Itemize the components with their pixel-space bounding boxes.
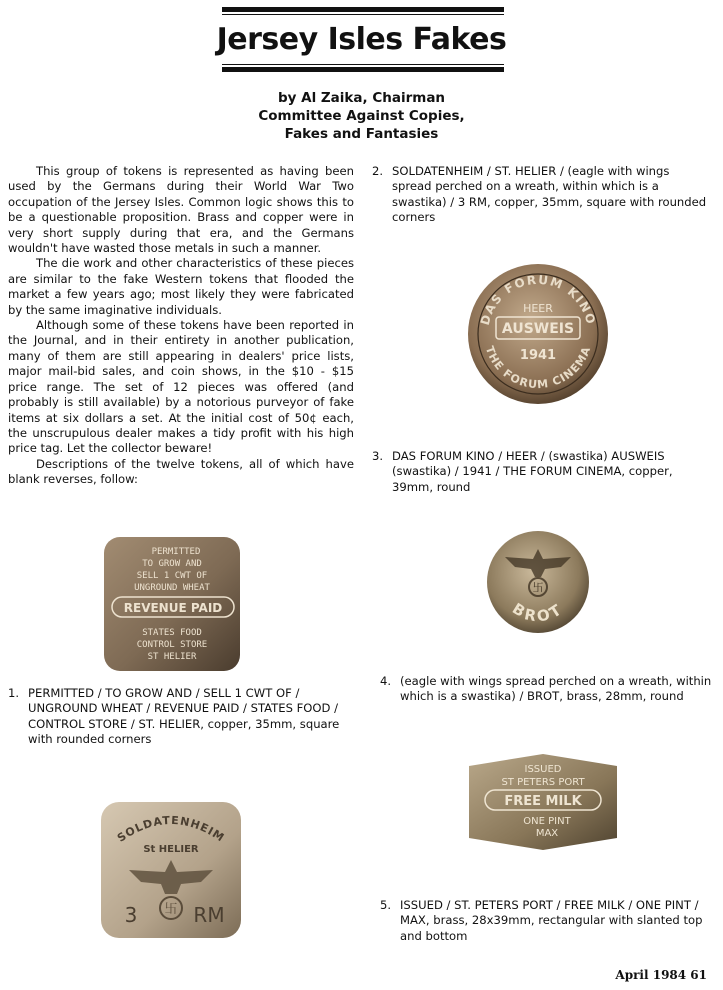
caption-3 — [372, 449, 712, 495]
swastika-icon: 卐 — [164, 902, 178, 917]
token-3-top-text: DAS FORUM KINO — [477, 272, 599, 327]
paragraph: The die work and other characteristics of these pieces are similar to the fake Western tokens that flooded the market a few years ago; most likely they were fabricated by the same imaginative individuals. — [8, 256, 354, 317]
token-1-line4: UNGROUND WHEAT — [134, 583, 210, 593]
caption-text: (eagle with wings spread perched on a wreath, within which is a swastika) / BROT, brass, 28mm, round — [400, 674, 712, 704]
token-5-line1: ISSUED — [524, 764, 562, 775]
token-1-line5: REVENUE PAID — [123, 601, 223, 615]
token-5-line5: MAX — [535, 828, 559, 839]
token-1-line1: PERMITTED — [151, 547, 201, 557]
byline — [180, 89, 543, 143]
caption-number: 5. — [380, 898, 392, 912]
caption-number: 1. — [8, 686, 20, 700]
title-rule-bottom-thin — [222, 64, 504, 65]
token-1-line2: TO GROW AND — [142, 559, 202, 569]
token-5-line4: ONE PINT — [523, 816, 571, 827]
token-2-sub-text: St HELIER — [143, 844, 199, 855]
byline-role-cont: Fakes and Fantasies — [284, 126, 439, 142]
token-4-text: BROT — [509, 599, 567, 626]
caption-4 — [380, 674, 712, 705]
token-3-heer: HEER — [523, 302, 553, 315]
byline-role: Committee Against Copies, — [258, 108, 465, 124]
caption-1 — [8, 686, 354, 748]
byline-author: by Al Zaika, Chairman — [277, 90, 446, 106]
token-2-left-text: 3 — [124, 903, 138, 927]
token-1-line8: ST HELIER — [147, 652, 197, 662]
paragraph: Although some of these tokens have been reported in the Journal, and in their entirety in another publication, many of them are still appearing in dealers' price lists, major mail-bid sales, and coin shows, in the $10 - $15 price range. The set of 12 pieces was offered (and probably is still available) by a notorious purveyor of fake items at six dollars a set. At the initial cost of 50¢ each, the unscrupulous dealer makes a tidy profit with his high price tag. Let the collector beware! — [8, 318, 354, 456]
token-5-line2: ST PETERS PORT — [501, 777, 585, 788]
token-5-image — [463, 752, 623, 852]
swastika-icon: 卐 — [532, 581, 544, 594]
paragraph: Descriptions of the twelve tokens, all of which have blank reverses, follow: — [8, 456, 354, 487]
token-3-bottom-text: THE FORUM CINEMA — [482, 344, 594, 392]
title-rule-top-thick — [222, 7, 504, 12]
caption-text: PERMITTED / TO GROW AND / SELL 1 CWT OF / UNGROUND WHEAT / REVENUE PAID / STATES FOOD / CONTROL STORE / ST. HELIER, copper, 35mm, square with rounded corners — [28, 686, 340, 747]
caption-number: 2. — [372, 164, 384, 178]
caption-2 — [372, 164, 712, 226]
token-2-right-text: RM — [193, 903, 225, 927]
token-3-image — [466, 262, 610, 406]
caption-number: 4. — [380, 674, 392, 688]
caption-number: 3. — [372, 449, 384, 463]
token-2-image — [99, 800, 243, 940]
token-1-line7: CONTROL STORE — [136, 640, 208, 650]
page-footer: April 1984 61 — [615, 968, 707, 982]
caption-text: DAS FORUM KINO / HEER / (swastika) AUSWEIS (swastika) / 1941 / THE FORUM CINEMA, copper, 39mm, round — [392, 449, 673, 494]
caption-text: SOLDATENHEIM / ST. HELIER / (eagle with wings spread perched on a wreath, within which is a swastika) / 3 RM, copper, 35mm, square with rounded corners — [392, 164, 707, 225]
paragraph: This group of tokens is represented as having been used by the Germans during their World War Two occupation of the Jersey Isles. Common logic shows this to be a questionable proposition. Brass and copper were in very short supply during that era, and the Germans wouldn't have wasted those metals in such a manner. — [8, 164, 354, 256]
title-rule-bottom-thick — [222, 67, 504, 72]
article-body — [8, 164, 354, 488]
token-4-image — [485, 529, 591, 635]
caption-5 — [380, 898, 712, 944]
token-2-top-text: SOLDATENHEIM — [114, 813, 227, 845]
token-1-line3: SELL 1 CWT OF — [136, 571, 208, 581]
caption-text: ISSUED / ST. PETERS PORT / FREE MILK / ONE PINT / MAX, brass, 28x39mm, rectangular with slanted top and bottom — [400, 898, 703, 943]
token-1-line6: STATES FOOD — [142, 628, 202, 638]
token-5-line3: FREE MILK — [504, 794, 582, 809]
token-3-ausweis: AUSWEIS — [501, 321, 575, 337]
token-3-year: 1941 — [519, 348, 557, 363]
title-rule-top-thin — [222, 14, 504, 15]
page-title: Jersey Isles Fakes — [216, 22, 507, 57]
token-1-image — [102, 535, 242, 673]
